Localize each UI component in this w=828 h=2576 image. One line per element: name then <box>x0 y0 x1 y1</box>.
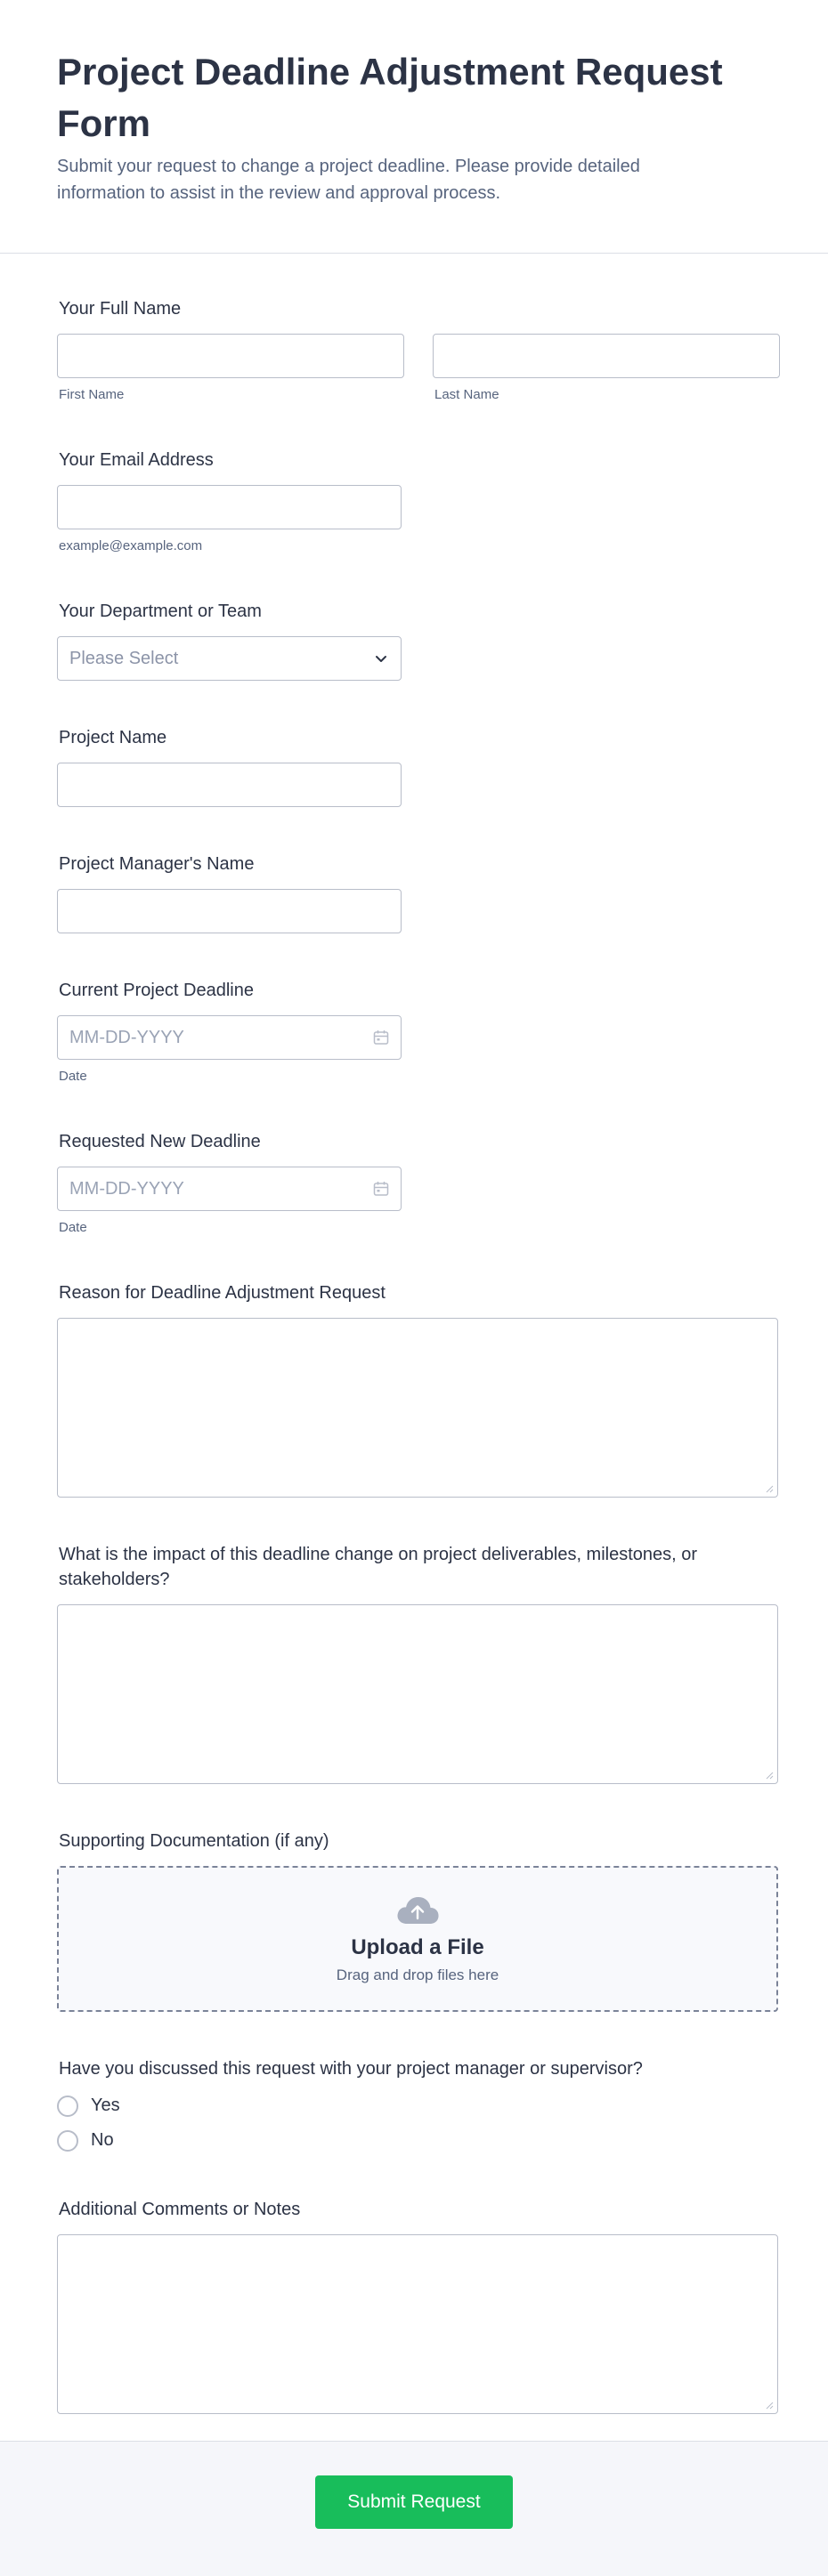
reason-textarea[interactable] <box>57 1318 778 1498</box>
project-manager-label: Project Manager's Name <box>59 854 255 874</box>
current-deadline-label: Current Project Deadline <box>59 981 254 1000</box>
radio-button[interactable] <box>57 2130 78 2152</box>
email-label: Your Email Address <box>59 450 214 470</box>
department-select[interactable] <box>57 636 402 681</box>
reason-field <box>57 1280 778 1498</box>
first-name-input[interactable] <box>57 334 404 378</box>
current-deadline-input[interactable] <box>57 1015 402 1060</box>
email-input[interactable] <box>57 485 402 529</box>
radio-option-yes[interactable] <box>57 2088 778 2123</box>
comments-textarea[interactable] <box>57 2234 778 2414</box>
upload-subtitle: Drag and drop files here <box>336 1966 499 1983</box>
project-name-label: Project Name <box>59 728 167 747</box>
resize-handle-icon[interactable] <box>765 1771 774 1780</box>
file-upload-dropzone[interactable] <box>57 1866 778 2012</box>
full-name-label: Your Full Name <box>59 299 182 319</box>
upload-title: Upload a File <box>351 1935 484 1959</box>
form-header <box>0 0 828 254</box>
radio-button[interactable] <box>57 2096 78 2117</box>
department-field <box>57 599 778 681</box>
new-deadline-input[interactable] <box>57 1167 402 1211</box>
documentation-field <box>57 1829 778 2012</box>
project-manager-input[interactable] <box>57 889 402 933</box>
impact-field <box>57 1542 778 1784</box>
new-deadline-label: Requested New Deadline <box>59 1132 261 1151</box>
radio-label-no: No <box>91 2130 114 2150</box>
calendar-icon[interactable] <box>372 1029 390 1046</box>
current-deadline-placeholder: MM-DD-YYYY <box>69 1027 184 1047</box>
project-name-input[interactable] <box>57 763 402 807</box>
full-name-field <box>57 296 778 403</box>
current-deadline-sublabel: Date <box>59 1069 87 1084</box>
impact-textarea[interactable] <box>57 1604 778 1784</box>
form-body <box>0 296 828 2414</box>
new-deadline-field <box>57 1129 778 1236</box>
cloud-upload-icon <box>394 1894 441 1929</box>
department-label: Your Department or Team <box>59 602 262 621</box>
comments-field <box>57 2197 778 2414</box>
discussed-label: Have you discussed this request with your project manager or supervisor? <box>59 2059 643 2079</box>
radio-label-yes: Yes <box>91 2096 120 2115</box>
radio-option-no[interactable] <box>57 2123 778 2158</box>
email-field <box>57 448 778 554</box>
submit-button[interactable]: Submit Request <box>315 2475 513 2529</box>
reason-label: Reason for Deadline Adjustment Request <box>59 1283 386 1303</box>
new-deadline-sublabel: Date <box>59 1220 87 1235</box>
form-title: Project Deadline Adjustment Request Form <box>57 51 723 144</box>
documentation-label: Supporting Documentation (if any) <box>59 1831 329 1851</box>
discussed-field <box>57 2056 778 2158</box>
email-sublabel: example@example.com <box>59 538 203 553</box>
last-name-sublabel: Last Name <box>434 387 499 402</box>
department-select-value: Please Select <box>69 648 179 668</box>
current-deadline-field <box>57 978 778 1085</box>
calendar-icon[interactable] <box>372 1180 390 1198</box>
project-name-field <box>57 725 778 807</box>
resize-handle-icon[interactable] <box>765 2401 774 2410</box>
first-name-sublabel: First Name <box>59 387 125 402</box>
form-footer <box>0 2441 828 2576</box>
comments-label: Additional Comments or Notes <box>59 2200 301 2219</box>
resize-handle-icon[interactable] <box>765 1484 774 1493</box>
form-subtitle: Submit your request to change a project deadline. Please provide detailed information to assist in the review and approval process. <box>57 157 640 203</box>
new-deadline-placeholder: MM-DD-YYYY <box>69 1178 184 1199</box>
impact-label: What is the impact of this deadline change on project deliverables, milestones, or stakeholders? <box>59 1545 698 1589</box>
project-manager-field <box>57 852 778 933</box>
last-name-input[interactable] <box>433 334 780 378</box>
chevron-down-icon <box>372 650 390 667</box>
